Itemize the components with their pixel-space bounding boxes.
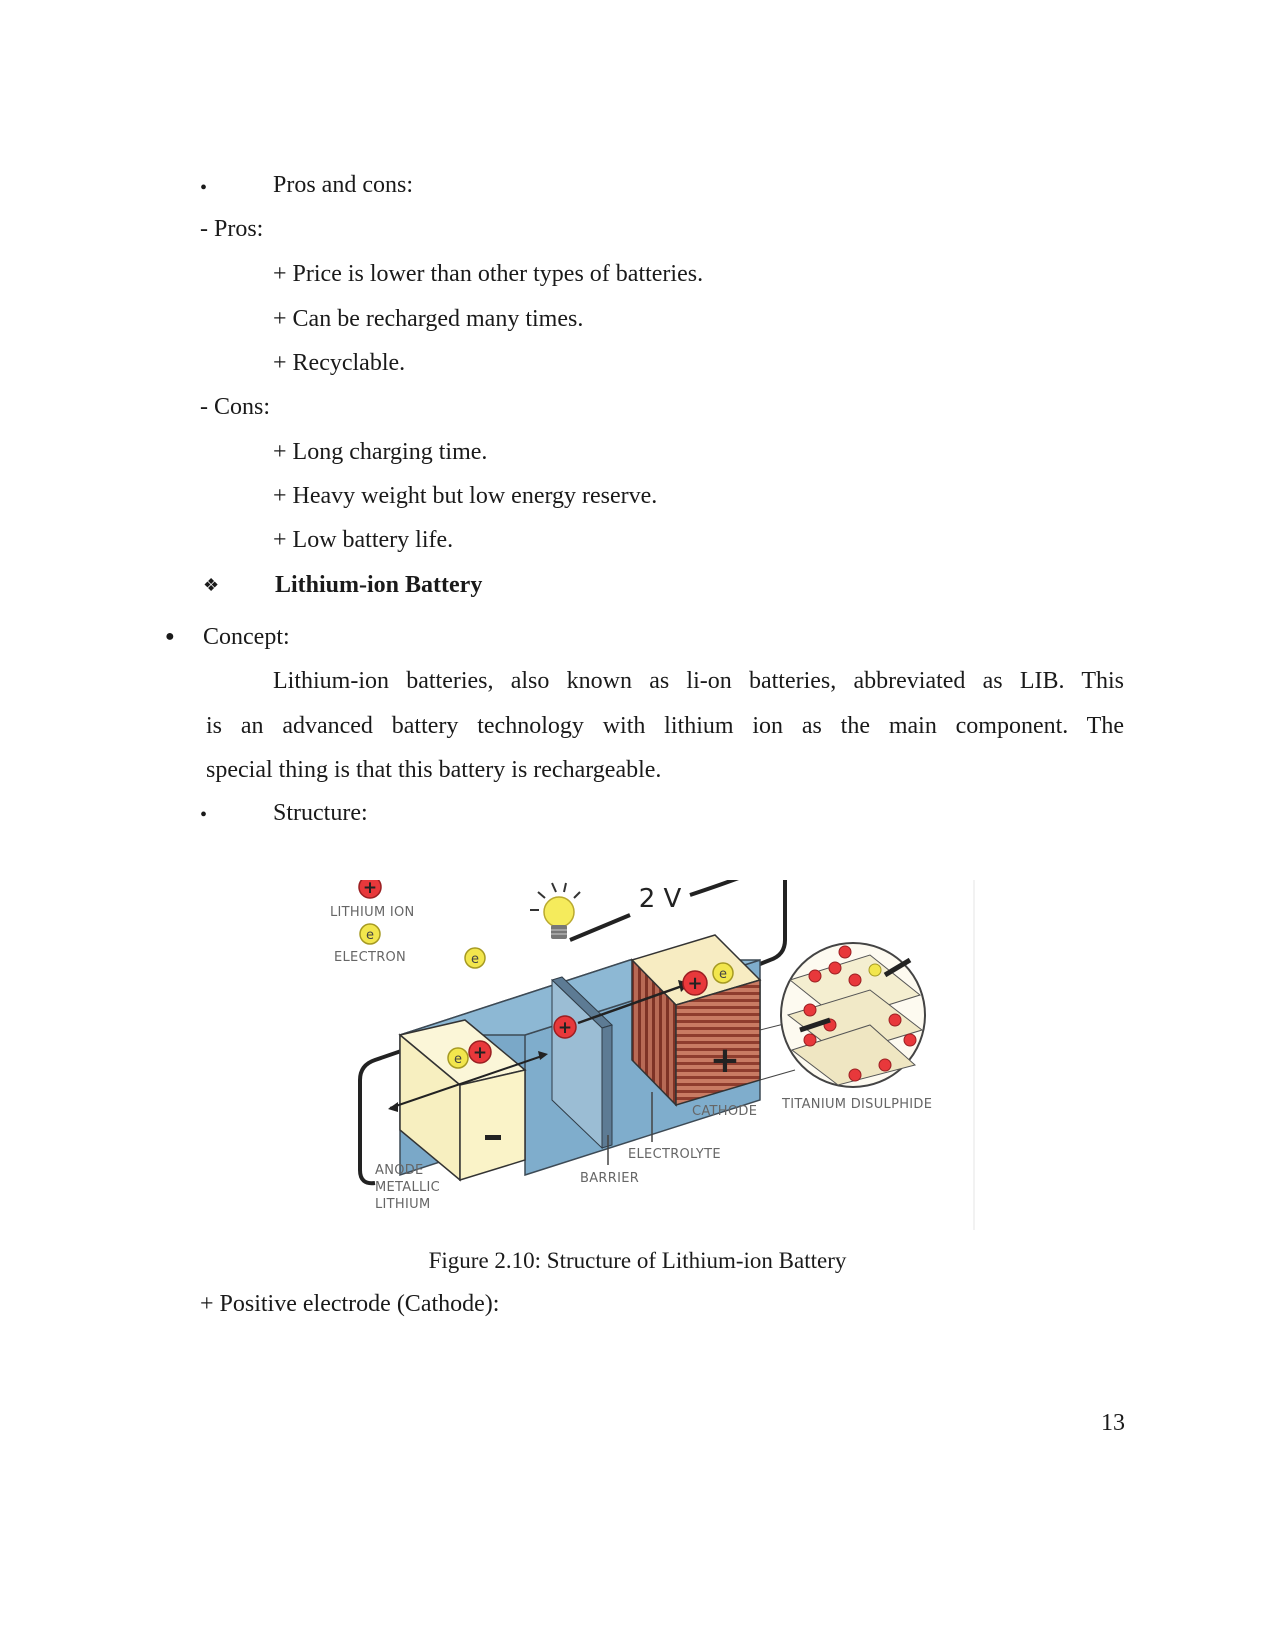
bullet-icon: • xyxy=(200,177,208,199)
page-number: 13 xyxy=(1101,1410,1125,1436)
cons-item: + Heavy weight but low energy reserve. xyxy=(273,483,658,509)
pros-label: - Pros: xyxy=(200,216,264,242)
cons-item: + Long charging time. xyxy=(273,439,488,465)
figure-caption: Figure 2.10: Structure of Lithium-ion Battery xyxy=(428,1248,847,1273)
battery-diagram xyxy=(330,880,1030,1280)
pros-item: + Recyclable. xyxy=(273,350,406,376)
electrolyte-label: ELECTROLYTE xyxy=(628,1147,721,1162)
diamond-marker-icon: ❖ xyxy=(203,575,220,595)
cathode-label: CATHODE xyxy=(692,1104,758,1119)
anode-label-line: ANODE xyxy=(375,1163,424,1178)
svg-text:+: + xyxy=(362,880,378,898)
barrier-side xyxy=(602,1025,612,1148)
lithium-ion-icon xyxy=(469,1041,491,1063)
cons-label: - Cons: xyxy=(200,394,271,420)
anode-minus-sign xyxy=(485,1135,501,1140)
svg-text:e: e xyxy=(471,952,479,967)
lithium-ion-icon xyxy=(554,1016,576,1038)
circuit-wire xyxy=(360,1110,375,1183)
circuit-wire xyxy=(570,915,630,940)
titanium-disulphide-label: TITANIUM DISULPHIDE xyxy=(782,1097,933,1112)
cons-item: + Low battery life. xyxy=(273,527,454,553)
voltage-label: 2 V xyxy=(638,884,682,914)
svg-text:e: e xyxy=(719,967,727,982)
light-bulb-icon xyxy=(530,883,580,939)
bullet-icon: ● xyxy=(165,628,175,645)
cathode-plus-sign: + xyxy=(709,1040,741,1081)
lithium-ion-legend-icon xyxy=(359,880,381,898)
svg-text:+: + xyxy=(687,973,703,994)
svg-text:+: + xyxy=(557,1018,573,1038)
bullet-icon: • xyxy=(200,804,208,826)
lithium-ion-legend-label: LITHIUM ION xyxy=(330,905,415,920)
electron-icon xyxy=(465,948,485,968)
svg-text:e: e xyxy=(366,928,374,943)
concept-paragraph-line: special thing is that this battery is rechargeable. xyxy=(206,757,662,783)
concept-paragraph-line: is an advanced battery technology with lithium ion as the main component. The xyxy=(206,713,1124,739)
positive-electrode-heading: + Positive electrode (Cathode): xyxy=(200,1291,500,1317)
pros-item: + Price is lower than other types of batteries. xyxy=(273,261,704,287)
anode-front xyxy=(460,1070,525,1180)
lithium-ion-icon xyxy=(683,971,707,995)
concept-paragraph-line: Lithium-ion batteries, also known as li-on batteries, abbreviated as LIB. This xyxy=(273,668,1124,694)
zoom-line xyxy=(760,1070,795,1080)
electron-legend-icon xyxy=(360,924,380,944)
svg-text:+: + xyxy=(472,1043,488,1063)
section-title: Lithium-ion Battery xyxy=(275,572,483,598)
pros-cons-heading: Pros and cons: xyxy=(273,172,413,198)
pros-item: + Can be recharged many times. xyxy=(273,306,584,332)
anode-label-line: METALLIC xyxy=(375,1180,441,1195)
electron-legend-label: ELECTRON xyxy=(334,950,407,965)
barrier-label: BARRIER xyxy=(580,1171,640,1186)
electron-icon xyxy=(713,963,733,983)
titanium-disulphide-magnifier xyxy=(781,943,925,1087)
svg-text:e: e xyxy=(454,1052,462,1067)
electron-icon xyxy=(448,1048,468,1068)
anode-label-line: LITHIUM xyxy=(375,1197,431,1212)
concept-label: Concept: xyxy=(203,624,290,650)
structure-label: Structure: xyxy=(273,800,368,826)
battery-structure-figure xyxy=(330,880,1030,1280)
